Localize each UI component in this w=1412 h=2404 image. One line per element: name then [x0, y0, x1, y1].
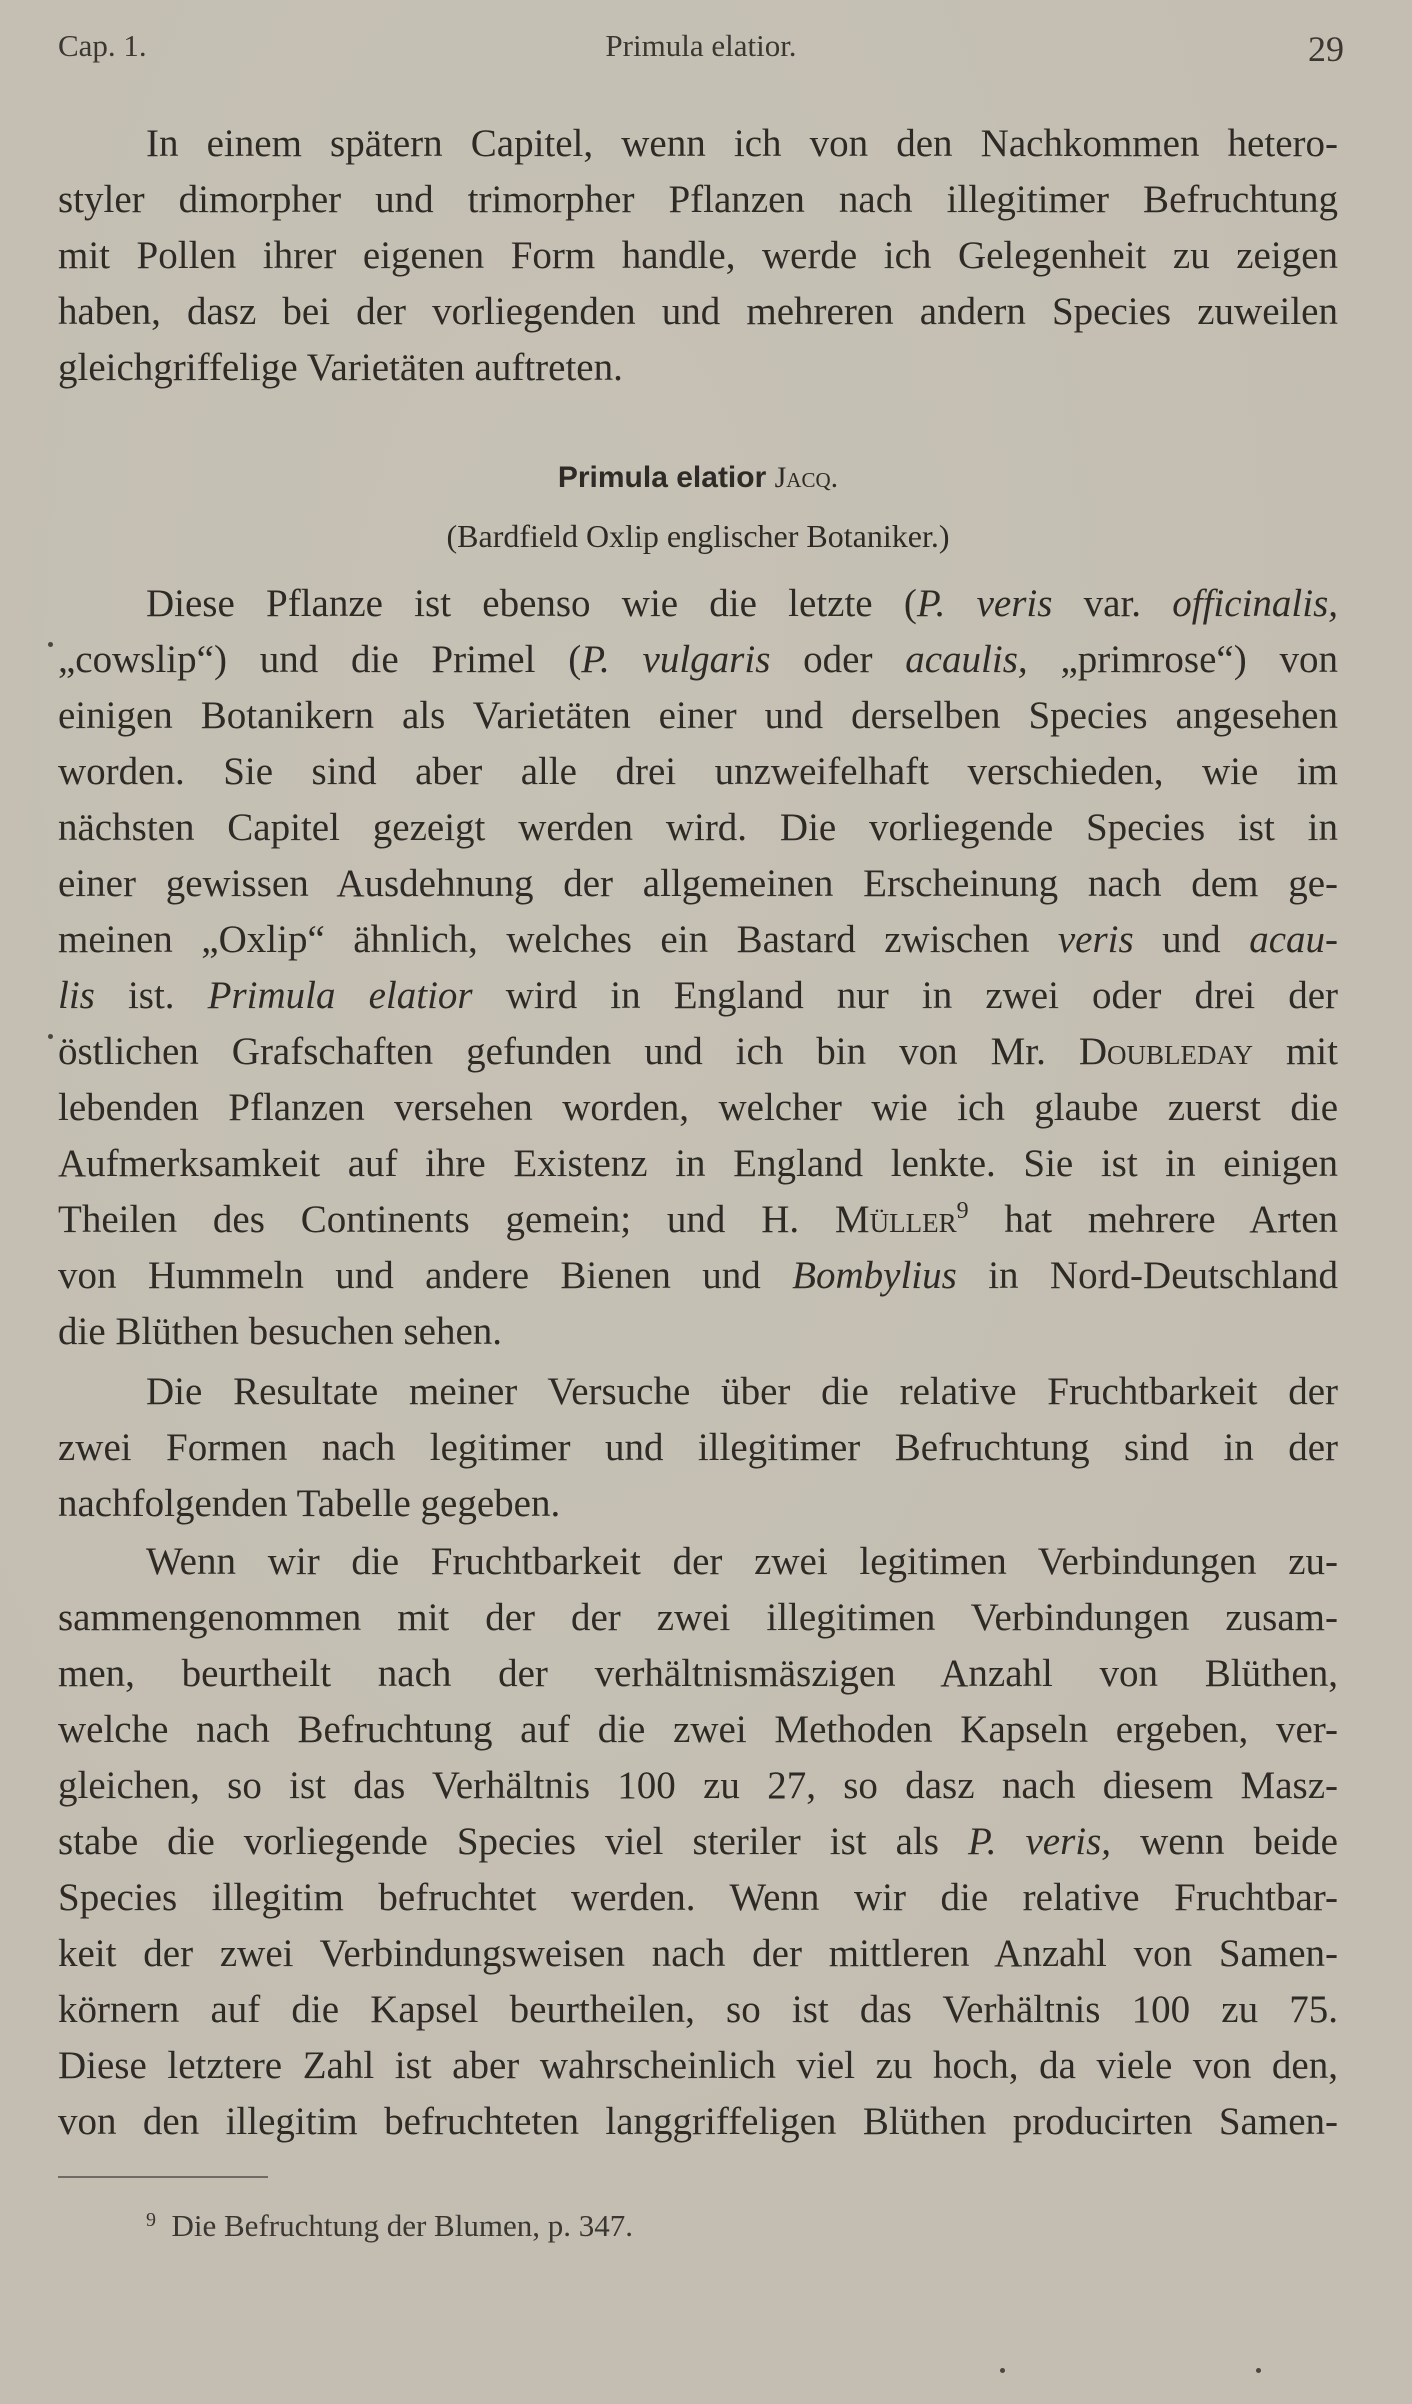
section-heading	[58, 452, 1338, 504]
text-span: mit	[1253, 1030, 1338, 1073]
smallcaps-span: Doubleday	[1078, 1030, 1253, 1073]
text-line: zwei Formen nach legitimer und illegitimer Befruchtung sind in der	[58, 1426, 1338, 1469]
text-span: von Hummeln und andere Bienen und	[58, 1254, 793, 1297]
text-line: nachfolgenden Tabelle gegeben.	[58, 1482, 561, 1525]
text-span: stabe die vorliegende Species viel steriler ist als	[58, 1820, 968, 1863]
text-span: Diese Pflanze ist ebenso wie die letzte (	[146, 582, 917, 625]
page-number: 29	[1308, 29, 1344, 69]
italic-span: officinalis,	[1172, 582, 1338, 625]
text-span: „cowslip“) und die Primel (	[58, 638, 582, 681]
text-line: gleichen, so ist das Verhältnis 100 zu 27, so dasz nach diesem Masz-	[58, 1764, 1338, 1807]
text-line: nächsten Capitel gezeigt werden wird. Die vorliegende Species ist in	[58, 806, 1338, 849]
text-line	[58, 1194, 1338, 1246]
text-line: lebenden Pflanzen versehen worden, welcher wie ich glaube zuerst die	[58, 1086, 1338, 1129]
text-span: in Nord-Deutschland	[956, 1254, 1338, 1297]
text-line: welche nach Befruchtung auf die zwei Methoden Kapseln ergeben, ver-	[58, 1708, 1338, 1751]
italic-span: P. veris,	[967, 1820, 1112, 1863]
text-line	[146, 578, 1338, 630]
text-line: Species illegitim befruchtet werden. Wenn wir die relative Fruchtbar-	[58, 1876, 1338, 1919]
italic-span: Primula elatior	[207, 974, 473, 1017]
text-line: die Blüthen besuchen sehen.	[58, 1310, 503, 1353]
section-title: Primula elatior	[557, 461, 767, 494]
text-line: haben, dasz bei der vorliegenden und mehreren andern Species zuweilen	[58, 290, 1338, 333]
text-line: sammengenommen mit der der zwei illegitimen Verbindungen zusam-	[58, 1596, 1338, 1639]
text-line: einer gewissen Ausdehnung der allgemeinen Erscheinung nach dem ge-	[58, 862, 1338, 905]
text-line: mit Pollen ihrer eigenen Form handle, werde ich Gelegenheit zu zeigen	[58, 234, 1338, 277]
footnote-ref: 9	[956, 1198, 969, 1224]
text-span: „primrose“) von	[1027, 638, 1338, 681]
text-line: styler dimorpher und trimorpher Pflanzen nach illegitimer Befruchtung	[58, 178, 1338, 221]
text-span: meinen „Oxlip“ ähnlich, welches ein Bastard zwischen	[58, 918, 1058, 961]
italic-span: veris	[1057, 918, 1134, 961]
text-line: gleichgriffelige Varietäten auftreten.	[58, 346, 623, 389]
text-span: Theilen des Continents gemein; und H.	[58, 1198, 835, 1241]
text-line	[58, 970, 1338, 1022]
text-line: men, beurtheilt nach der verhältnismäszigen Anzahl von Blüthen,	[58, 1652, 1338, 1695]
running-head	[58, 28, 1344, 78]
text-line	[58, 1026, 1338, 1078]
smallcaps-span: Müller	[834, 1198, 957, 1241]
section-subtitle: (Bardfield Oxlip englischer Botaniker.)	[446, 518, 950, 554]
text-span: oder	[770, 638, 906, 681]
text-line: körnern auf die Kapsel beurtheilen, so ist das Verhältnis 100 zu 75.	[58, 1988, 1338, 2031]
text-span: ist.	[94, 974, 208, 1017]
text-span: hat mehrere Arten	[968, 1198, 1339, 1241]
text-line: In einem spätern Capitel, wenn ich von den Nachkommen hetero-	[146, 122, 1338, 165]
text-span: var.	[1052, 582, 1173, 625]
text-line: Aufmerksamkeit auf ihre Existenz in England lenkte. Sie ist in einigen	[58, 1142, 1338, 1185]
text-line	[58, 634, 1338, 686]
italic-span: P. veris	[916, 582, 1053, 625]
footnote-divider	[58, 2176, 268, 2178]
text-span: wenn beide	[1111, 1820, 1338, 1863]
text-line: Die Resultate meiner Versuche über die relative Fruchtbarkeit der	[146, 1370, 1338, 1413]
text-line	[58, 914, 1338, 966]
italic-span: Bombylius	[792, 1254, 957, 1297]
footnote-text: Die Befruchtung der Blumen, p. 347.	[171, 2208, 633, 2243]
footnote	[146, 2208, 633, 2244]
section-author: Jacq.	[774, 461, 839, 494]
italic-span: acau-	[1249, 918, 1339, 961]
text-span: wird in England nur in zwei oder drei der	[472, 974, 1338, 1017]
italic-span: lis	[58, 974, 95, 1017]
scan-speck	[48, 642, 53, 647]
scan-speck	[1000, 2368, 1005, 2373]
italic-span: acaulis,	[905, 638, 1028, 681]
text-line: worden. Sie sind aber alle drei unzweifelhaft verschieden, wie im	[58, 750, 1338, 793]
footnote-marker: 9	[146, 2209, 156, 2231]
chapter-label: Cap. 1.	[58, 28, 147, 63]
italic-span: P. vulgaris	[581, 638, 771, 681]
text-line: keit der zwei Verbindungsweisen nach der mittleren Anzahl von Samen-	[58, 1932, 1338, 1975]
scan-speck	[48, 1034, 53, 1039]
scan-speck	[1256, 2368, 1261, 2373]
text-line	[58, 1250, 1338, 1302]
text-line	[58, 1816, 1338, 1868]
text-span: und	[1133, 918, 1250, 961]
running-title: Primula elatior.	[605, 28, 797, 63]
text-line: von den illegitim befruchteten langgriffeligen Blüthen producirten Samen-	[58, 2100, 1338, 2143]
text-line: einigen Botanikern als Varietäten einer und derselben Species angesehen	[58, 694, 1338, 737]
text-span: östlichen Grafschaften gefunden und ich bin von Mr.	[58, 1030, 1079, 1073]
text-line: Wenn wir die Fruchtbarkeit der zwei legitimen Verbindungen zu-	[146, 1540, 1338, 1583]
text-line: Diese letztere Zahl ist aber wahrscheinlich viel zu hoch, da viele von den,	[58, 2044, 1338, 2087]
